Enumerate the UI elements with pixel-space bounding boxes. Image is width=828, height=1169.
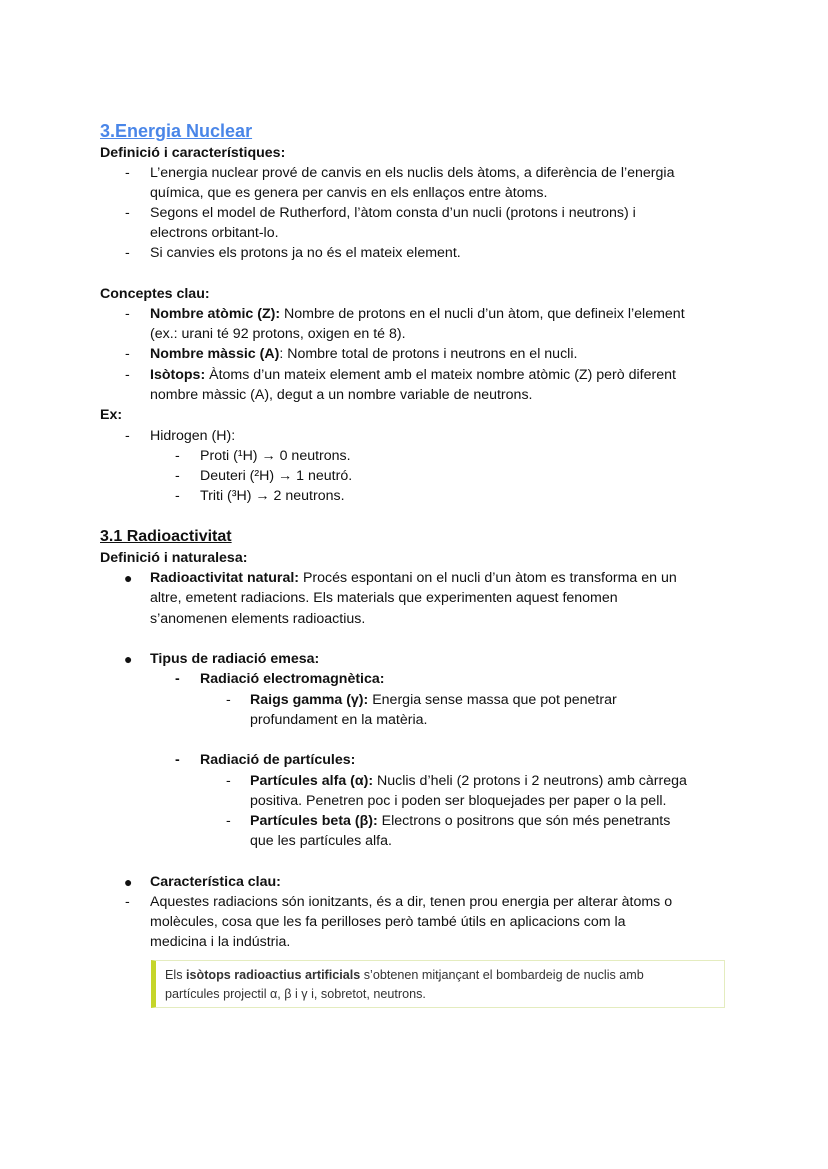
definition: Nombre de protons en el nucli d’un àtom, que defineix l’element [280,306,685,322]
list-item-line: Radiació electromagnètica: [200,671,385,687]
list-item-line: positiva. Penetren poc i poden ser bloquejades per paper o la pell. [250,793,667,809]
dash-marker: - [226,773,231,789]
callout-term: isòtops radioactius artificials [186,968,361,982]
callout-text: s’obtenen mitjançant el bombardeig de nuclis amb [360,968,644,982]
dash-marker: - [125,367,130,383]
list-item-line: nombre màssic (A), degut a un nombre variable de neutrons. [150,387,533,403]
dash-marker: - [226,813,231,829]
list-item-line [250,771,687,791]
list-item-line [150,344,577,364]
definition: Procés espontani on el nucli d’un àtom es transforma en un [299,570,677,586]
dash-marker: - [175,752,180,768]
definition: : Nombre total de protons i neutrons en el nucli. [279,346,578,362]
example-label: Ex: [100,407,123,423]
dash-marker: - [125,165,130,181]
list-item-line: Segons el model de Rutherford, l’àtom consta d’un nucli (protons i neutrons) i [150,205,636,221]
dash-marker: - [125,428,130,444]
term: Radioactivitat natural: [150,570,299,586]
list-item-line: Radiació de partícules: [200,752,356,768]
list-item-line: L’energia nuclear prové de canvis en els nuclis dels àtoms, a diferència de l’energia [150,165,675,181]
section-heading: Definició i característiques: [100,145,286,161]
bullet-marker: ● [124,874,133,890]
definition: Energia sense massa que pot penetrar [368,692,617,708]
dash-marker: - [125,245,130,261]
section-heading: Definició i naturalesa: [100,550,248,566]
list-item-line: profundament en la matèria. [250,712,428,728]
list-item-line: Hidrogen (H): [150,428,236,444]
section-heading: Conceptes clau: [100,286,210,302]
definition: Electrons o positrons que són més penetrants [377,813,671,829]
term: Raigs gamma (γ): [250,692,369,708]
list-item-line: (ex.: urani té 92 protons, oxigen en té 8). [150,326,406,342]
bullet-marker: ● [124,651,133,667]
dash-marker: - [125,346,130,362]
list-item-line: química, que es genera per canvis en els enllaços entre àtoms. [150,185,548,201]
dash-marker: - [226,692,231,708]
dash-marker: - [175,448,180,464]
list-item-line: molècules, cosa que les fa perilloses però també útils en aplicacions com la [150,914,626,930]
term: Nombre màssic (A) [150,346,280,362]
dash-marker: - [175,468,180,484]
callout-line: partícules projectil α, β i γ i, sobretot, neutrons. [165,987,426,1001]
list-item-line: electrons orbitant-lo. [150,225,279,241]
list-item-line: altre, emetent radiacions. Els materials que experimenten aquest fenomen [150,590,618,606]
list-item-line [250,690,617,710]
list-item-line: que les partícules alfa. [250,833,392,849]
callout-text: Els [165,968,186,982]
page-title: 3.Energia Nuclear [100,121,253,141]
list-item-line: Característica clau: [150,874,281,890]
dash-marker: - [125,894,130,910]
definition: Àtoms d’un mateix element amb el mateix nombre atòmic (Z) però diferent [205,367,676,383]
list-item-line [150,304,685,324]
dash-marker: - [175,488,180,504]
list-item-line: s’anomenen elements radioactius. [150,611,366,627]
list-item-line: Deuteri (²H) → 1 neutró. [200,468,353,484]
term: Partícules alfa (α): [250,773,374,789]
list-item-line: Triti (³H) → 2 neutrons. [200,488,345,504]
list-item-line: Si canvies els protons ja no és el mateix element. [150,245,461,261]
term: Isòtops: [150,367,206,383]
term: Nombre atòmic (Z): [150,306,281,322]
callout-box [151,960,725,1008]
list-item-line [150,365,676,385]
list-item-line: medicina i la indústria. [150,934,291,950]
callout-line [165,965,644,985]
list-item-line [250,811,670,831]
section-title: 3.1 Radioactivitat [100,528,232,545]
list-item-line: Aquestes radiacions són ionitzants, és a dir, tenen prou energia per alterar àtoms o [150,894,673,910]
definition: Nuclis d’heli (2 protons i 2 neutrons) amb càrrega [373,773,687,789]
list-item-line [150,568,677,588]
list-item-line: Tipus de radiació emesa: [150,651,320,667]
term: Partícules beta (β): [250,813,378,829]
dash-marker: - [175,671,180,687]
dash-marker: - [125,205,130,221]
dash-marker: - [125,306,130,322]
bullet-marker: ● [124,570,133,586]
list-item-line: Proti (¹H) → 0 neutrons. [200,448,351,464]
